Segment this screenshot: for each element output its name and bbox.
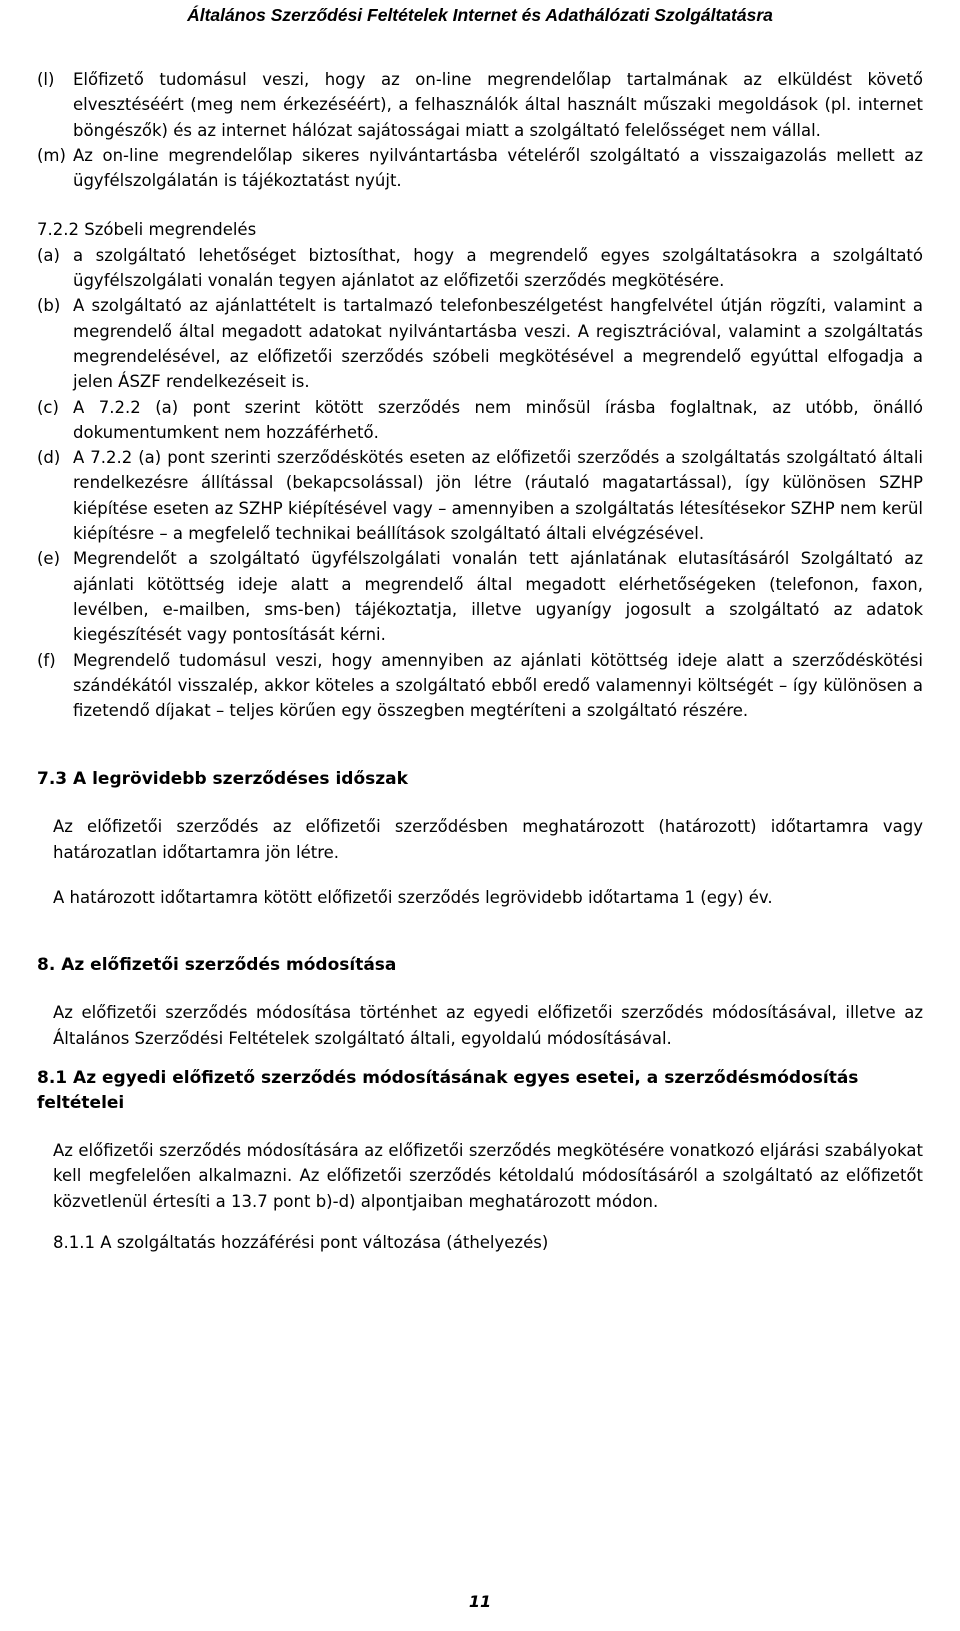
page-number: 11 (468, 1592, 492, 1611)
list-item (37, 143, 923, 194)
section-heading: 8.1 Az egyedi előfizető szerződés módosításának egyes esetei, a szerződésmódosítás feltételei (37, 1067, 859, 1113)
item-text: A 7.2.2 (a) pont szerint kötött szerződés nem minősül írásba foglaltnak, az utóbb, önálló dokumentumkent nem hozzáférhető. (73, 397, 923, 442)
paragraph: Az előfizetői szerződés módosítására az előfizetői szerződés megkötésére vonatkozó eljárási szabályokat kell megfelelően alkalmazni. Az előfizetői szerződés kétoldalú módosításáról a szolgáltató az előfizetőt közvetlenül értesíti a 13.7 pont b)-d) alpontjaiban meghatározott módon. (53, 1140, 923, 1211)
item-label: (c) (37, 397, 59, 417)
item-text: Megrendelő tudomásul veszi, hogy amennyiben az ajánlati kötöttség ideje alatt a szerződéskötési szándékától visszalép, akkor köteles a szolgáltató ebből eredő valamennyi költségét – így különösen a fizetendő díjakat – teljes körűen egy összegben megtéríteni a szolgáltató részére. (73, 650, 923, 721)
paragraph: A határozott időtartamra kötött előfizetői szerződés legrövidebb időtartama 1 (egy) év. (53, 888, 773, 908)
item-label: (b) (37, 296, 61, 316)
paragraph: Az előfizetői szerződés az előfizetői szerződésben meghatározott (határozott) időtartamra vagy határozatlan időtartamra jön létre. (53, 817, 923, 862)
list-item (37, 293, 923, 394)
list-item (37, 445, 923, 546)
item-label: (d) (37, 448, 61, 468)
item-label: (a) (37, 245, 60, 265)
list-item (37, 648, 923, 724)
document-body (37, 67, 923, 1255)
item-label: (f) (37, 650, 56, 670)
item-text: Előfizető tudomásul veszi, hogy az on-line megrendelőlap tartalmának az elküldést követő elvesztéséért (meg nem érkezéséért), a felhasználók által használt műszaki megoldások (pl. internet böngészők) és az internet hálózat sajátosságai miatt a szolgáltató felelősséget nem vállal. (73, 70, 923, 140)
list-item (37, 546, 923, 647)
running-header: Általános Szerződési Feltételek Internet és Adathálózati Szolgáltatásra (187, 5, 773, 25)
item-label: (l) (37, 70, 55, 89)
section-heading: 7.3 A legrövidebb szerződéses időszak (37, 769, 408, 790)
list-item (37, 67, 923, 143)
list-item (37, 395, 923, 446)
list-item (37, 243, 923, 294)
subheading: 8.1.1 A szolgáltatás hozzáférési pont változása (áthelyezés) (53, 1232, 549, 1252)
section-heading: 8. Az előfizetői szerződés módosítása (37, 955, 397, 976)
item-label: (m) (37, 145, 66, 165)
item-text: a szolgáltató lehetőséget biztosíthat, hogy a megrendelő egyes szolgáltatásokra a szolgáltató ügyfélszolgálati vonalán tegyen ajánlatot az előfizetői szerződés megkötésére. (73, 245, 923, 291)
item-text: A 7.2.2 (a) pont szerinti szerződéskötés eseten az előfizetői szerződés a szolgáltatás szolgáltató általi rendelkezésre állítással (bekapcsolással) jön létre (ráutaló magatartással), így különösen SZHP kiépítése eseten az SZHP kiépítésével vagy – amennyiben a szolgáltatás létesítésekor SZHP nem kerül kiépítésre – a megfelelő technikai beállítások szolgáltató általi elvégzésével. (73, 448, 923, 544)
item-text: Megrendelőt a szolgáltató ügyfélszolgálati vonalán tett ajánlatának elutasításáról Szolgáltató az ajánlati kötöttség ideje alatt a megrendelő által megadott elérhetőségeken (telefonon, faxon, levélben, e-mailben, sms-ben) tájékoztatja, illetve ugyanígy jogosult a szolgáltató az adatok kiegészítését vagy pontosítását kérni. (73, 549, 923, 645)
subsection-title: 7.2.2 Szóbeli megrendelés (37, 220, 257, 240)
item-text: A szolgáltató az ajánlattételt is tartalmazó telefonbeszélgetést hangfelvétel útján rögzíti, valamint a megrendelő által megadott adatokat nyilvántartásba veszi. A regisztrációval, valamint a szolgáltatás megrendelésével, az előfizetői szerződés szóbeli megkötésével a megrendelő egyúttal elfogadja a jelen ÁSZF rendelkezéseit is. (73, 296, 923, 392)
item-text: Az on-line megrendelőlap sikeres nyilvántartásba vételéről szolgáltató a visszaigazolás mellett az ügyfélszolgálatán is tájékoztatást nyújt. (73, 145, 923, 191)
paragraph: Az előfizetői szerződés módosítása történhet az egyedi előfizetői szerződés módosításával, illetve az Általános Szerződési Feltételek szolgáltató általi, egyoldalú módosításával. (53, 1003, 923, 1048)
item-label: (e) (37, 549, 61, 569)
